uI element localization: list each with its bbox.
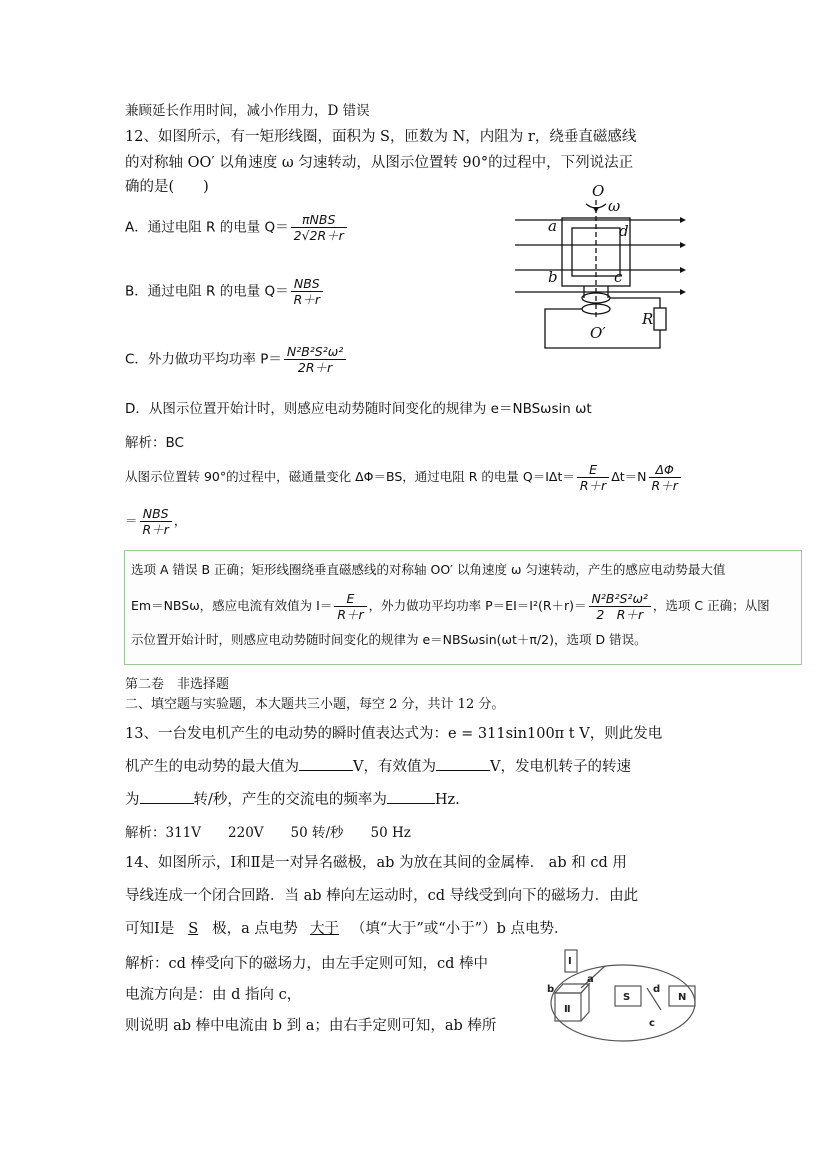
box-line2-a: Em＝NBSω，感应电流有效值为 I＝ bbox=[131, 598, 333, 613]
explanation-box bbox=[124, 550, 802, 665]
sol1-mid: Δt＝N bbox=[611, 469, 647, 484]
q14-line3-a: 可知Ⅰ是 bbox=[125, 921, 175, 937]
q12-coil-diagram bbox=[500, 180, 690, 360]
q14-answer-potential: 大于 bbox=[309, 921, 339, 937]
label-N: N bbox=[678, 992, 687, 1003]
section-title: 第二卷 非选择题 bbox=[125, 677, 230, 692]
blank-effective-value[interactable] bbox=[436, 756, 490, 771]
sol1-prefix: 从图示位置转 90°的过程中，磁通量变化 ΔΦ＝BS，通过电阻 R 的电量 Q＝IΔt＝ bbox=[125, 469, 575, 484]
blank-max-emf[interactable] bbox=[299, 756, 353, 771]
sol1-frac1-num: E bbox=[577, 462, 609, 478]
sol1-frac2-den: R＋r bbox=[651, 478, 678, 493]
q12-line3: 确的是( ) bbox=[125, 179, 209, 195]
sol2-suffix: ， bbox=[173, 513, 187, 528]
sol2-num: NBS bbox=[140, 506, 172, 522]
q12-solution-line2 bbox=[125, 506, 186, 537]
q12-line2: 的对称轴 OO′ 以角速度 ω 匀速转动，从图示位置转 90°的过程中，下列说法正 bbox=[125, 155, 634, 171]
sol1-frac2-num: ΔΦ bbox=[649, 462, 681, 478]
box-line2-c: ，选项 C 正确；从图 bbox=[652, 598, 770, 613]
box-frac1-num: E bbox=[334, 591, 366, 607]
box-frac2-den: 2 R＋r bbox=[596, 607, 644, 622]
arrowhead-2 bbox=[680, 242, 686, 248]
q12-option-b bbox=[125, 276, 325, 307]
option-b-denominator: R＋r bbox=[293, 292, 320, 307]
q13-answer: 解析：311V 220V 50 转/秒 50 Hz bbox=[125, 825, 411, 841]
q14-line3-c: （填“大于”或“小于”）b 点电势． bbox=[350, 921, 569, 937]
blank-rotor-speed[interactable] bbox=[140, 789, 194, 804]
q12-answer: 解析：BC bbox=[125, 435, 184, 451]
blank-frequency[interactable] bbox=[387, 789, 435, 804]
circuit-wire-top bbox=[610, 298, 660, 308]
label-omega: ω bbox=[608, 197, 621, 215]
q13-line3-c: Hz. bbox=[434, 792, 460, 808]
pole-II-side bbox=[581, 984, 589, 1021]
option-c-prefix: C．外力做功平均功率 P＝ bbox=[125, 351, 282, 368]
label-O-prime: O′ bbox=[590, 324, 606, 342]
label-b: b bbox=[547, 984, 555, 995]
option-b-numerator: NBS bbox=[291, 276, 323, 292]
q14-solution-1: 解析：cd 棒受向下的磁场力，由左手定则可知，cd 棒中 bbox=[125, 956, 489, 972]
section-desc: 二、填空题与实验题，本大题共三小题，每空 2 分，共计 12 分。 bbox=[125, 697, 505, 712]
label-II: Ⅱ bbox=[564, 1004, 571, 1015]
q14-line1: 14、如图所示，Ⅰ和Ⅱ是一对异名磁极，ab 为放在其间的金属棒． ab 和 cd 用 bbox=[125, 855, 627, 871]
sol2-den: R＋r bbox=[142, 522, 169, 537]
label-S: S bbox=[623, 992, 631, 1003]
q14-line2: 导线连成一个闭合回路．当 ab 棒向左运动时，cd 导线受到向下的磁场力．由此 bbox=[125, 888, 639, 904]
option-a-prefix: A．通过电阻 R 的电量 Q＝ bbox=[125, 219, 289, 236]
box-line2-b: ，外力做功平均功率 P＝EI＝I²(R＋r)＝ bbox=[368, 598, 587, 613]
option-b-prefix: B．通过电阻 R 的电量 Q＝ bbox=[125, 283, 289, 300]
option-a-numerator: πNBS bbox=[291, 212, 347, 228]
resistor bbox=[654, 308, 666, 330]
q13-line2-a: 机产生的电动势的最大值为 bbox=[125, 759, 299, 775]
option-c-denominator: 2R＋r bbox=[297, 360, 333, 375]
box-line2 bbox=[131, 591, 770, 622]
q13-line2 bbox=[125, 756, 631, 778]
label-b: b bbox=[548, 268, 558, 286]
axis-arrowhead bbox=[593, 207, 599, 213]
q12-option-d: D．从图示位置开始计时，则感应电动势随时间变化的规律为 e＝NBSωsin ωt bbox=[125, 401, 592, 417]
q14-magnet-diagram bbox=[545, 948, 705, 1048]
label-I: Ⅰ bbox=[568, 956, 572, 967]
q14-line3-b: 极，a 点电势 bbox=[212, 921, 298, 937]
label-a: a bbox=[548, 217, 557, 235]
box-frac1-den: R＋r bbox=[337, 607, 364, 622]
label-R: R bbox=[642, 310, 654, 328]
label-d: d bbox=[619, 222, 629, 240]
q14-line3 bbox=[125, 918, 568, 940]
q13-line3-b: 转/秒，产生的交流电的频率为 bbox=[193, 792, 387, 808]
q13-line1: 13、一台发电机产生的电动势的瞬时值表达式为：e = 311sin100π t V，则此发电 bbox=[125, 726, 663, 742]
label-c: c bbox=[614, 268, 623, 286]
arrowhead-4 bbox=[680, 289, 686, 295]
q13-line2-c: V，发电机转子的转速 bbox=[489, 759, 631, 775]
q14-solution-2: 电流方向是：由 d 指向 c， bbox=[125, 987, 302, 1003]
q12-line1: 12、如图所示，有一矩形线圈，面积为 S，匝数为 N，内阻为 r，绕垂直磁感线 bbox=[125, 129, 637, 145]
option-a-denominator: 2√2R＋r bbox=[293, 228, 344, 243]
top-line: 兼顾延长作用时间，减小作用力，D 错误 bbox=[125, 103, 370, 119]
q13-line3 bbox=[125, 789, 460, 811]
label-a: a bbox=[587, 974, 594, 985]
option-c-numerator: N²B²S²ω² bbox=[284, 344, 346, 360]
q13-line2-b: V，有效值为 bbox=[353, 759, 436, 775]
q12-option-a bbox=[125, 212, 349, 243]
sol2-prefix: ＝ bbox=[125, 513, 138, 528]
q12-solution-line1 bbox=[125, 462, 683, 493]
q13-line3-a: 为 bbox=[125, 792, 140, 808]
label-O: O bbox=[592, 182, 605, 200]
sol1-frac1-den: R＋r bbox=[579, 478, 607, 493]
box-line1: 选项 A 错误 B 正确；矩形线圈绕垂直磁感线的对称轴 OO′ 以角速度 ω 匀速转动，产生的感应电动势最大值 bbox=[131, 562, 726, 577]
q12-option-c bbox=[125, 344, 348, 375]
q14-answer-pole: S bbox=[188, 921, 199, 937]
label-c: c bbox=[649, 1018, 655, 1029]
arrowhead-1 bbox=[680, 217, 686, 223]
circuit-loop bbox=[551, 965, 695, 1041]
arrowhead-3 bbox=[680, 267, 686, 273]
q14-solution-3: 则说明 ab 棒中电流由 b 到 a；由右手定则可知，ab 棒所 bbox=[125, 1018, 497, 1034]
label-d: d bbox=[653, 984, 661, 995]
box-line3: 示位置开始计时，则感应电动势随时间变化的规律为 e＝NBSωsin(ωt＋π/2)，选项 D 错误。 bbox=[131, 632, 647, 647]
box-frac2-num: N²B²S²ω² bbox=[589, 591, 651, 607]
